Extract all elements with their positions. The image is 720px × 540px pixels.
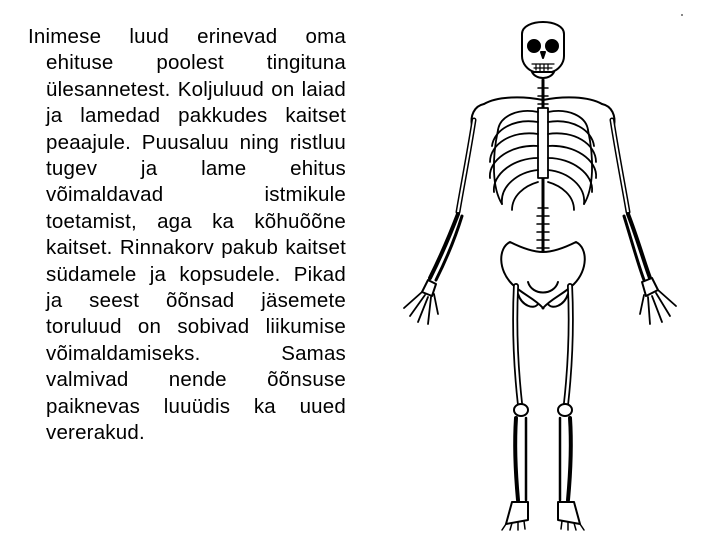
left-arm [404,120,474,324]
right-arm [612,120,676,324]
body-paragraph: Inimese luud erinevad oma ehituse poolest tingituna ülesannetest. Koljuluud on laiad ja lamedad pakkudes kaitset peaajule. Puusaluu ning ristluu tugev ja lame ehitus võimaldavad istmikule toetamist, aga ka kõhuõõne kaitset. Rinnakorv pakub kaitset südamele ja kopsudele. Pikad ja seest õõnsad jäsemete toruluud on sobivad liikumise võimaldamiseks. Samas valmivad nende õõnsuse paiknevas luuüdis ka uued vererakud. [28,25,346,445]
right-leg [558,286,584,530]
text-block [28,24,346,447]
skull [522,22,564,78]
left-leg [502,286,528,530]
skeleton-drawing [388,8,688,532]
skeleton-illustration [388,8,688,532]
corner-dot [681,14,683,16]
